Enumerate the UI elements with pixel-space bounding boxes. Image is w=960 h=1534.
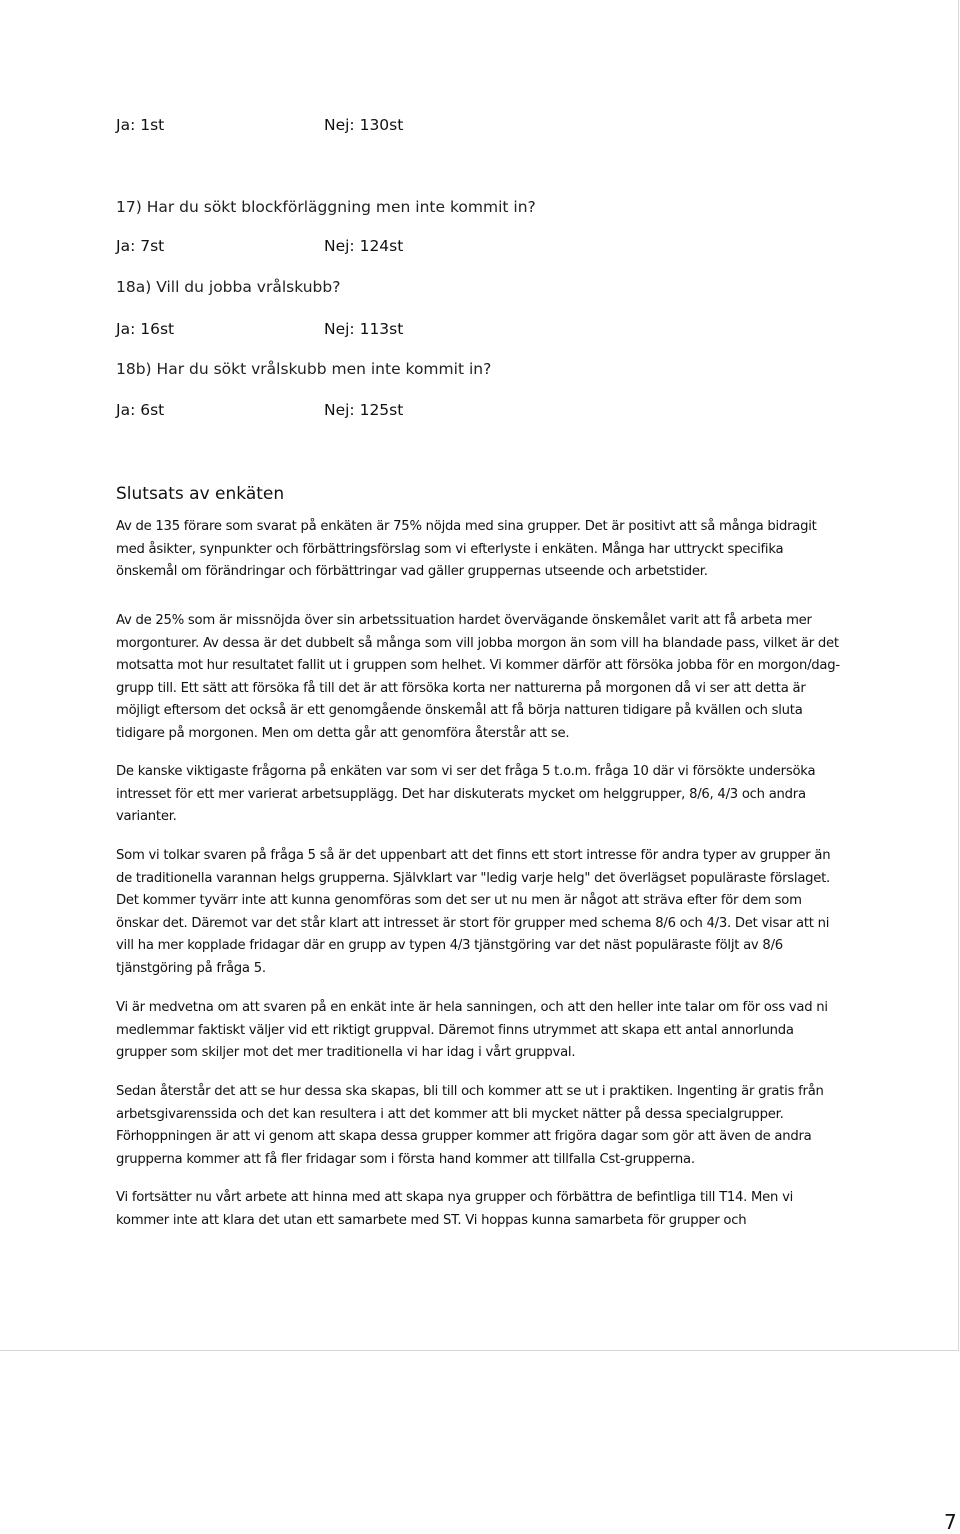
q17-no: Nej: 124st — [324, 237, 404, 255]
q17-question: 17) Har du sökt blockförläggning men inte kommit in? — [116, 198, 536, 216]
q18b-no: Nej: 125st — [324, 401, 404, 419]
page-number: 7 — [944, 1510, 957, 1534]
q18b-question: 18b) Har du sökt vrålskubb men inte kommit in? — [116, 360, 492, 378]
conclusion-paragraph-6: Sedan återstår det att se hur dessa ska skapas, bli till och kommer att se ut i praktiken. Ingenting är gratis från arbetsgivarenssida och det kan resultera i att det kommer att bli mycket nätter på dessa specialgrupper. Förhoppningen är att vi genom att skapa dessa grupper kommer att frigöra dagar som gör att även de andra grupperna kommer att få fler fridagar som i första hand kommer att tillfalla Cst-grupperna. — [116, 1084, 824, 1167]
q18b-yes: Ja: 6st — [116, 401, 165, 419]
conclusion-paragraph-7: Vi fortsätter nu vårt arbete att hinna med att skapa nya grupper och förbättra de befintliga till T14. Men vi kommer inte att klara det utan ett samarbete med ST. Vi hoppas kunna samarbeta för grupper och — [116, 1190, 794, 1228]
q16-no: Nej: 130st — [324, 116, 404, 134]
conclusion-heading: Slutsats av enkäten — [116, 484, 285, 504]
conclusion-paragraph-2: Av de 25% som är missnöjda över sin arbetssituation hardet övervägande önskemålet varit att få arbeta mer morgonturer. Av dessa är det dubbelt så många som vill jobba morgon än som vill ha blandade pass, vilket är det motsatta mot hur resultatet fallit ut i gruppen som helhet. Vi kommer därför att försöka jobba för en morgon/dag-grupp till. Ett sätt att försöka få till det är att försöka korta ner natturerna på morgonen då vi ser att detta är möjligt eftersom det också är ett genomgående önskemål att få börja natturen tidigare på kvällen och sluta tidigare på morgonen. Men om detta går att genomföra återstår att se. — [116, 613, 840, 741]
q17-yes: Ja: 7st — [116, 237, 165, 255]
conclusion-paragraph-4: Som vi tolkar svaren på fråga 5 så är det uppenbart att det finns ett stort intresse för andra typer av grupper än de traditionella varannan helgs grupperna. Självklart var "ledig varje helg" det överlägset populäraste förslaget. Det kommer tyvärr inte att kunna genomföras som det ser ut nu men är något att sträva efter för dem som önskar det. Däremot var det står klart att intresset är stort för grupper med schema 8/6 och 4/3. Det visar att ni vill ha mer kopplade fridagar där en grupp av typen 4/3 tjänstgöring var det näst populäraste följt av 8/6 tjänstgöring på fråga 5. — [116, 848, 831, 976]
conclusion-paragraph-3: De kanske viktigaste frågorna på enkäten var som vi ser det fråga 5 t.o.m. fråga 10 där vi försökte undersöka intresset för ett mer varierat arbetsupplägg. Det har diskuterats mycket om helggrupper, 8/6, 4/3 och andra varianter. — [116, 764, 816, 825]
conclusion-paragraph-1: Av de 135 förare som svarat på enkäten är 75% nöjda med sina grupper. Det är positivt att så många bidragit med åsikter, synpunkter och förbättringsförslag som vi efterlyste i enkäten. Många har uttryckt specifika önskemål om förändringar och förbättringar vad gäller gruppernas utseende och arbetstider. — [116, 519, 817, 580]
conclusion-paragraph-5: Vi är medvetna om att svaren på en enkät inte är hela sanningen, och att den heller inte talar om för oss vad ni medlemmar faktiskt väljer vid ett riktigt gruppval. Däremot finns utrymmet att skapa ett antal annorlunda grupper som skiljer mot det mer traditionella vi har idag i vårt gruppval. — [116, 1000, 828, 1061]
q16-yes: Ja: 1st — [116, 116, 165, 134]
q18a-question: 18a) Vill du jobba vrålskubb? — [116, 278, 341, 296]
q18a-yes: Ja: 16st — [116, 320, 175, 338]
q18a-no: Nej: 113st — [324, 320, 404, 338]
